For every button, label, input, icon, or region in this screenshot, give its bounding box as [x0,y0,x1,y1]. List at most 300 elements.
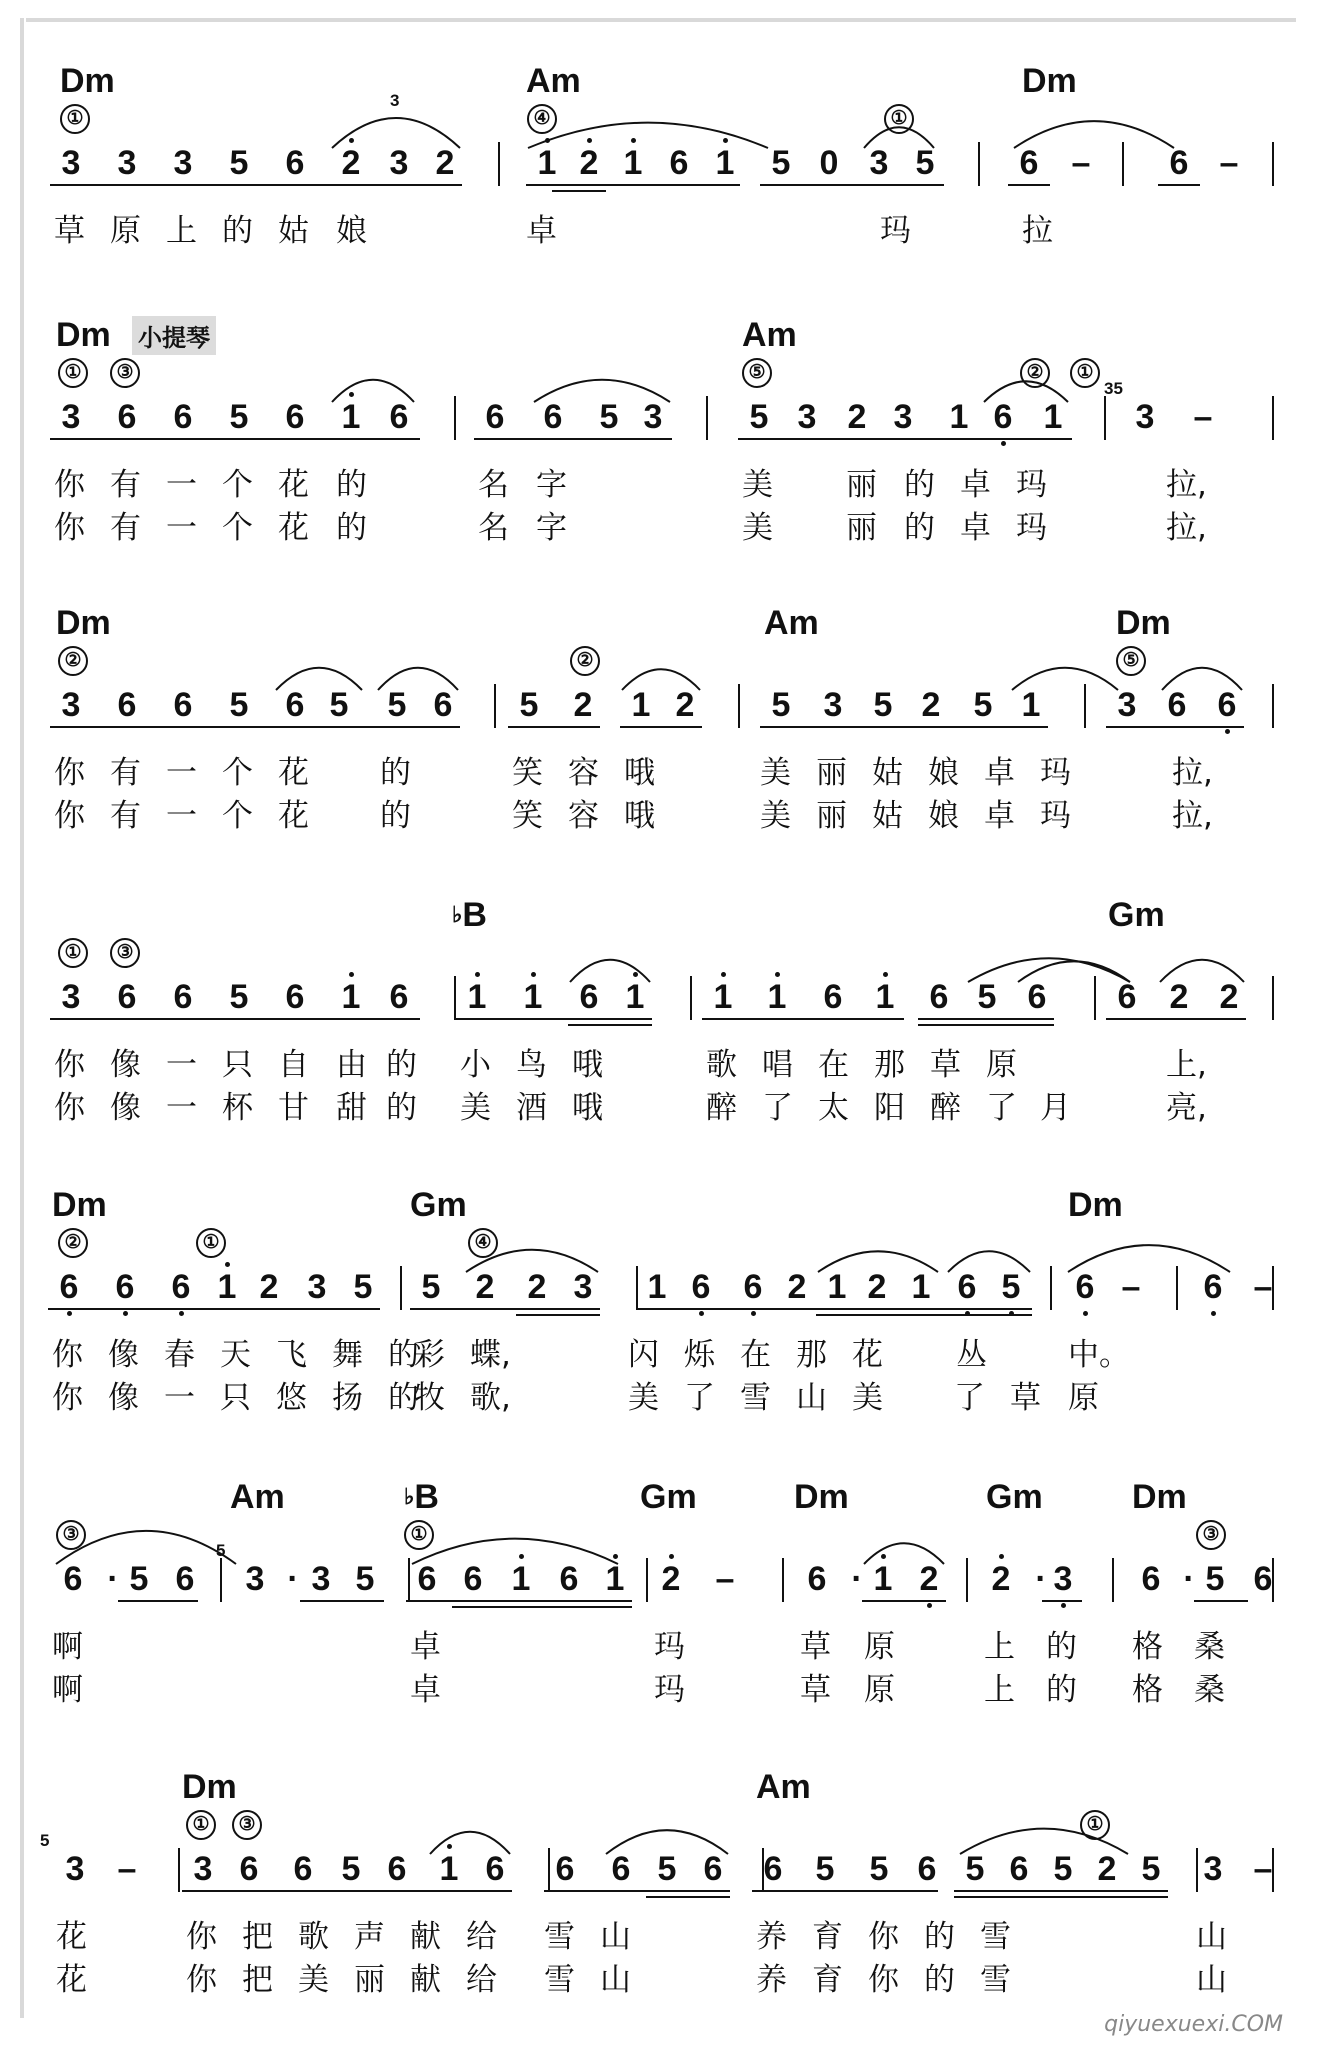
lyric-char: 格 [1132,1629,1163,1665]
lyric-char: 你 [54,510,85,546]
note-digit: 3 [61,144,81,182]
note-digit: 6 [986,400,1020,434]
lyric-char: 的 [222,213,253,249]
note-digit: 3 [1203,1850,1223,1888]
lyric-char: 像 [108,1380,139,1416]
lyric-char: 雪 [544,1919,575,1955]
note-digit: 2 [572,146,606,180]
note-digit: 3 [797,398,817,436]
rhythm-underline [918,1018,1054,1020]
note-digit: 1 [706,980,740,1014]
chord-name: Gm [1108,896,1165,934]
lyric-char: 酒 [516,1090,547,1126]
lyric-char: 献 [410,1962,441,1998]
note-digit: 6 [173,686,193,724]
lyric-char: 花 [278,755,309,791]
note-digit: 5 [873,686,893,724]
bar-line [494,684,496,728]
bar-line [690,976,692,1020]
note-digit: 3 [893,398,913,436]
score-row-2 [0,318,1321,618]
note-digit: 6 [1167,686,1187,724]
rhythm-underline [568,1024,652,1026]
lyric-char: 了 [684,1380,715,1416]
note-digit: 6 [950,1270,984,1304]
grace-note: 5 [216,1541,226,1560]
lyric-char: 花 [278,798,309,834]
note-digit: 3 [61,398,81,436]
lyric-char: 草 [54,213,85,249]
augmentation-dot: · [851,1560,863,1598]
bar-line [966,1558,968,1602]
string-number: ① [60,104,90,134]
note-digit: 6 [485,398,505,436]
score-row-5 [0,1188,1321,1488]
lyric-char: 闪 [628,1337,659,1373]
note-digit: 2 [334,146,368,180]
note-digit: 1 [631,686,651,724]
note-digit: 6 [417,1560,437,1598]
chord-name: Dm [56,604,111,642]
lyric-char: 舞 [332,1337,363,1373]
rhythm-underline [1194,1600,1248,1602]
lyric-char: 养 [756,1919,787,1955]
bar-line [454,976,456,1020]
lyric-char: 有 [110,798,141,834]
lyric-char: 中。 [1068,1337,1130,1373]
note-digit: 5 [229,144,249,182]
rhythm-underline [1008,184,1050,186]
note-digit: 6 [175,1560,195,1598]
note-digit: 5 [599,398,619,436]
note-digit: 3 [117,144,137,182]
score-row-4 [0,898,1321,1198]
slur-arc [862,1538,946,1566]
string-number: ① [186,1810,216,1840]
lyric-char: 美 [760,755,791,791]
lyric-char: 玛 [1016,467,1047,503]
lyric-char: 自 [278,1047,309,1083]
slur-arc [1016,956,1132,984]
chord-name: B [414,1478,439,1516]
lyric-char: 月 [1040,1090,1071,1126]
lyric-char: 草 [930,1047,961,1083]
octave-dot-high [775,972,780,977]
note-digit: 5 [749,398,769,436]
lyric-char: 美 [742,467,773,503]
bar-line [400,1266,402,1310]
lyric-char: 花 [852,1337,883,1373]
note-digit: 3 [1046,1562,1080,1596]
slur-arc [620,664,702,692]
lyric-char: 像 [110,1047,141,1083]
chord-symbol [182,1770,237,1804]
lyric-char: 丽 [816,755,847,791]
chord-symbol [1108,898,1165,932]
rhythm-underline [862,1600,946,1602]
flat-sign: ♭ [404,1484,415,1509]
string-number: ① [1070,358,1100,388]
lyric-char: 卓 [984,755,1015,791]
rhythm-underline [452,1606,632,1608]
string-number: ③ [110,358,140,388]
note-digit: 5 [965,1850,985,1888]
lyric-char: 你 [54,467,85,503]
lyric-char: 原 [986,1047,1017,1083]
rhythm-underline [376,1890,512,1892]
note-digit: 1 [516,980,550,1014]
note-digit: 1 [866,1562,900,1596]
lyric-char: 山 [600,1919,631,1955]
lyric-char: 像 [108,1337,139,1373]
lyric-char: 桑 [1194,1672,1225,1708]
note-digit: 6 [387,1850,407,1888]
lyric-char: 飞 [276,1337,307,1373]
note-digit: 3 [869,144,889,182]
note-digit: 1 [504,1562,538,1596]
chord-symbol [1068,1188,1123,1222]
slur-arc [274,662,364,692]
note-digit: 5 [421,1268,441,1306]
lyric-char: 玛 [1016,510,1047,546]
dash-extension: – [1253,1850,1273,1888]
lyric-char: 有 [110,467,141,503]
chord-symbol [52,1188,107,1222]
lyric-char: 把 [242,1962,273,1998]
lyric-char: 笑 [512,755,543,791]
lyric-char: 娘 [928,798,959,834]
note-digit: 2 [1219,978,1239,1016]
slur-arc [1012,114,1176,150]
chord-symbol [1116,606,1171,640]
note-digit: 6 [579,978,599,1016]
lyric-char: 雪 [980,1919,1011,1955]
lyric-char: 草 [800,1629,831,1665]
string-number: ④ [468,1228,498,1258]
note-digit: 6 [823,978,843,1016]
chord-symbol [410,1188,467,1222]
note-digit: 1 [598,1562,632,1596]
bar-line [1112,1558,1114,1602]
slur-arc [532,374,672,404]
lyric-char: 你 [186,1962,217,1998]
rhythm-underline [954,1890,1168,1892]
tuplet-number: 3 [390,91,400,110]
slur-arc [330,374,416,404]
lyric-char: 醉 [706,1090,737,1126]
rhythm-underline [1106,726,1244,728]
slur-arc [568,954,652,984]
note-digit: 2 [787,1268,807,1306]
chord-symbol [60,64,115,98]
slur-arc [464,1244,600,1274]
note-digit: 3 [389,144,409,182]
chord-name: Gm [640,1478,697,1516]
octave-dot-low [1211,1311,1216,1316]
lyric-char: 的 [388,1337,419,1373]
note-digit: 6 [1117,978,1137,1016]
note-digit: 6 [433,686,453,724]
rhythm-underline [456,1018,652,1020]
string-number: ② [58,646,88,676]
rhythm-underline [248,1308,380,1310]
note-digit: 1 [1021,686,1041,724]
note-digit: 6 [555,1850,575,1888]
lyric-char: 你 [54,1047,85,1083]
slur-arc [862,122,936,150]
note-digit: 6 [389,398,409,436]
note-digit: 5 [341,1850,361,1888]
lyric-char: 丛 [956,1337,987,1373]
rhythm-underline [274,438,420,440]
lyric-char: 拉, [1172,755,1213,791]
lyric-char: 卓 [960,510,991,546]
note-digit: 5 [353,1268,373,1306]
note-digit: 5 [977,978,997,1016]
lyric-char: 的 [386,1047,417,1083]
note-digit: 5 [915,144,935,182]
lyric-char: 像 [110,1090,141,1126]
lyric-char: 一 [166,1047,197,1083]
note-digit: 6 [1253,1560,1273,1598]
score-row-6 [0,1480,1321,1780]
note-digit: 3 [61,686,81,724]
octave-dot-low [67,1311,72,1316]
lyric-char: 在 [818,1047,849,1083]
rhythm-underline [300,1600,384,1602]
note-digit: 5 [1205,1560,1225,1598]
chord-name: Dm [1132,1478,1187,1516]
slur-arc [604,1824,730,1856]
lyric-char: 给 [466,1962,497,1998]
grace-note: 35 [1104,379,1123,398]
note-digit: 2 [675,686,695,724]
rhythm-underline [760,726,1048,728]
slur-arc [54,1522,238,1566]
chord-name: Dm [56,316,111,354]
bar-line [1104,396,1106,440]
chord-symbol [794,1480,849,1514]
chord-name: Dm [52,1186,107,1224]
rhythm-underline [118,1600,198,1602]
bar-line [1272,1848,1274,1892]
note-digit: 6 [1169,144,1189,182]
chord-name: Am [230,1478,285,1516]
lyric-char: 天 [220,1337,251,1373]
rhythm-underline [646,1896,730,1898]
dash-extension: – [117,1850,137,1888]
octave-dot-low [1083,1311,1088,1316]
note-digit: 2 [475,1268,495,1306]
instrument-label: 小提琴 [132,316,216,355]
note-digit: 3 [823,686,843,724]
note-digit: 6 [611,1850,631,1888]
lyric-char: 桑 [1194,1629,1225,1665]
note-digit: 2 [573,686,593,724]
lyric-char: 歌 [298,1919,329,1955]
lyric-char: 醉 [930,1090,961,1126]
lyric-char: 山 [1196,1919,1227,1955]
bar-line [1272,142,1274,186]
note-digit: 6 [1009,1850,1029,1888]
lyric-char: 娘 [928,755,959,791]
lyric-char: 有 [110,755,141,791]
lyric-char: 原 [864,1672,895,1708]
lyric-char: 你 [54,1090,85,1126]
note-digit: 6 [485,1850,505,1888]
dash-extension: – [1071,144,1091,182]
octave-dot-high [883,972,888,977]
slur-arc [1066,1238,1232,1274]
note-digit: 6 [1068,1270,1102,1304]
note-digit: 6 [173,398,193,436]
lyric-char: 给 [466,1919,497,1955]
note-digit: 5 [657,1850,677,1888]
note-digit: 5 [129,1560,149,1598]
note-digit: 3 [173,144,193,182]
lyric-char: 玛 [654,1629,685,1665]
note-digit: 6 [763,1850,783,1888]
note-digit: 5 [771,686,791,724]
slur-arc [1160,662,1244,692]
lyric-char: 养 [756,1962,787,1998]
lyric-char: 的 [336,467,367,503]
bar-line [1272,976,1274,1020]
chord-name: Dm [794,1478,849,1516]
note-digit: 6 [285,978,305,1016]
augmentation-dot: · [1183,1560,1195,1598]
lyric-char: 一 [166,755,197,791]
dash-extension: – [1219,144,1239,182]
lyric-char: 春 [164,1337,195,1373]
note-digit: 6 [1210,688,1244,722]
lyric-char: 个 [222,510,253,546]
lyric-char: 玛 [1040,755,1071,791]
lyric-char: 的 [904,467,935,503]
note-digit: 6 [1027,978,1047,1016]
lyric-char: 拉, [1166,510,1207,546]
note-digit: 6 [684,1270,718,1304]
note-digit: 6 [669,144,689,182]
note-digit: 6 [117,978,137,1016]
lyric-char: 雪 [980,1962,1011,1998]
octave-dot-high [225,1262,230,1267]
lyric-char: 杯 [222,1090,253,1126]
note-digit: 6 [807,1560,827,1598]
note-digit: 6 [63,1560,83,1598]
note-digit: 5 [771,144,791,182]
lyric-char: 的 [924,1919,955,1955]
lyric-char: 上 [984,1672,1015,1708]
flat-sign: ♭ [452,902,463,927]
chord-symbol [526,64,581,98]
lyric-char: 哦 [572,1047,603,1083]
octave-dot-low [927,1603,932,1608]
note-digit: 6 [1019,144,1039,182]
note-digit: 2 [847,398,867,436]
note-digit: 2 [1097,1850,1117,1888]
note-digit: 6 [285,398,305,436]
note-digit: 1 [210,1270,244,1304]
lyric-char: 一 [166,798,197,834]
note-digit: 2 [259,1268,279,1306]
string-number: ⑤ [742,358,772,388]
rhythm-underline [1158,184,1200,186]
dash-extension: – [1253,1268,1273,1306]
note-digit: 6 [917,1850,937,1888]
note-digit: 6 [1141,1560,1161,1598]
lyric-char: 娘 [336,213,367,249]
lyric-char: 美 [298,1962,329,1998]
bar-line [498,142,500,186]
chord-name: Am [756,1768,811,1806]
lyric-char: 丽 [816,798,847,834]
bar-line [646,1558,648,1602]
lyric-char: 小 [460,1047,491,1083]
string-number: ⑤ [1116,646,1146,676]
note-digit: 6 [239,1850,259,1888]
bar-line [1272,1558,1274,1602]
chord-symbol [640,1480,697,1514]
note-digit: 3 [1117,686,1137,724]
rhythm-underline [918,1024,1054,1026]
note-digit: 1 [1043,398,1063,436]
lyric-char: 献 [410,1919,441,1955]
slur-arc [410,1532,620,1566]
note-digit: 2 [654,1562,688,1596]
lyric-char: 有 [110,510,141,546]
note-digit: 1 [618,980,652,1014]
rhythm-underline [552,190,606,192]
chord-name: Am [764,604,819,642]
rhythm-underline [516,1314,600,1316]
bar-line [978,142,980,186]
lyric-char: 美 [742,510,773,546]
lyric-char: 丽 [846,467,877,503]
lyric-char: 个 [222,798,253,834]
rhythm-underline [760,184,944,186]
octave-dot-low [1061,1603,1066,1608]
note-digit: 1 [530,146,564,180]
lyric-char: 由 [336,1047,367,1083]
note-digit: 1 [647,1268,667,1306]
lyric-char: 你 [868,1919,899,1955]
octave-dot-low [179,1311,184,1316]
lyric-char: 的 [388,1380,419,1416]
lyric-char: 歌, [470,1380,511,1416]
note-digit: 6 [293,1850,313,1888]
lyric-char: 育 [812,1962,843,1998]
lyric-char: 卓 [410,1672,441,1708]
lyric-char: 个 [222,755,253,791]
chord-symbol [986,1480,1043,1514]
dash-extension: – [715,1560,735,1598]
lyric-char: 彩 [414,1337,445,1373]
rhythm-underline [620,726,702,728]
lyric-char: 美 [628,1380,659,1416]
lyric-char: 雪 [544,1962,575,1998]
octave-dot-high [349,972,354,977]
rhythm-underline [636,1308,1032,1310]
bar-line [738,684,740,728]
chord-name: Dm [1116,604,1171,642]
chord-symbol [452,898,487,932]
lyric-char: 哦 [624,798,655,834]
chord-symbol [1132,1480,1187,1514]
rhythm-underline [406,1600,632,1602]
lyric-char: 丽 [846,510,877,546]
note-digit: 6 [463,1560,483,1598]
